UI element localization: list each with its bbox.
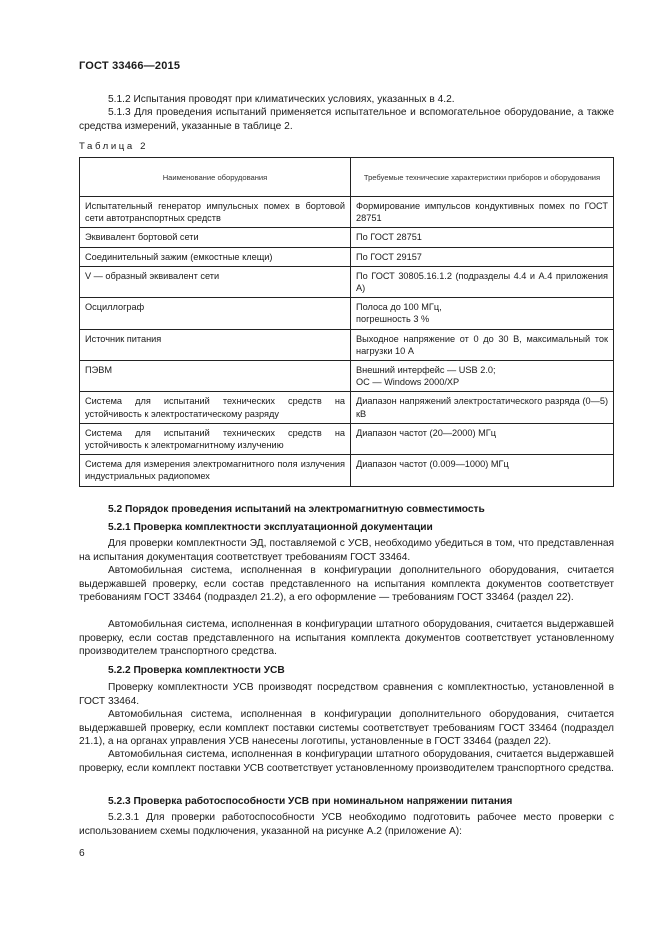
table-row <box>80 228 614 247</box>
paragraph-5-2-2-c: Автомобильная система, исполненная в конфигурации штатного оборудования, считается выдержавшей проверку, если комплект поставки УСВ соответствует установленному производителем транспортного средства. <box>79 749 614 774</box>
table-row <box>80 329 614 360</box>
cell-requirements: По ГОСТ 28751 <box>351 228 614 247</box>
cell-requirements: Внешний интерфейс — USB 2.0; ОС — Windows 2000/XP <box>351 361 614 392</box>
table-row <box>80 247 614 266</box>
section-5-2-title: 5.2 Порядок проведения испытаний на электромагнитную совместимость <box>108 504 485 515</box>
cell-requirements: Диапазон напряжений электростатического разряда (0—5) кВ <box>351 392 614 423</box>
paragraph-5-2-3-1: 5.2.3.1 Для проверки работоспособности УСВ необходимо подготовить рабочее место проверки с использованием схемы подключения, указанной на рисунке А.2 (приложение А): <box>79 812 614 837</box>
cell-equipment-name: Источник питания <box>80 329 351 360</box>
document-header: ГОСТ 33466—2015 <box>79 60 181 72</box>
section-5-2-1-title: 5.2.1 Проверка комплектности эксплуатационной документации <box>108 522 433 533</box>
table-row <box>80 197 614 228</box>
table-caption: Таблица 2 <box>79 141 149 152</box>
equipment-table <box>79 157 614 487</box>
paragraph-5-1-3: 5.1.3 Для проведения испытаний применяется испытательное и вспомогательное оборудование, а также средства измерений, указанные в таблице 2. <box>79 107 614 132</box>
table-row <box>80 392 614 423</box>
paragraph-5-1-2: 5.1.2 Испытания проводят при климатических условиях, указанных в 4.2. <box>108 94 455 105</box>
cell-equipment-name: Соединительный зажим (емкостные клещи) <box>80 247 351 266</box>
table-row <box>80 423 614 454</box>
paragraph-5-2-1-b: Автомобильная система, исполненная в конфигурации дополнительного оборудования, считается выдержавшей проверку, если состав представленного на испытания комплекта документов соответствует требованиям ГОСТ 33464 (подраздел 21.2), а его оформление — требованиям ГОСТ 33464 (раздел 22). <box>79 565 614 604</box>
cell-requirements: По ГОСТ 29157 <box>351 247 614 266</box>
cell-equipment-name: Система для измерения электромагнитного поля излучения индустриальных радиопомех <box>80 455 351 486</box>
cell-equipment-name: Эквивалент бортовой сети <box>80 228 351 247</box>
column-header-requirements: Требуемые технические характеристики приборов и оборудования <box>351 158 614 197</box>
cell-equipment-name: Испытательный генератор импульсных помех в бортовой сети автотранспортных средств <box>80 197 351 228</box>
cell-equipment-name: Система для испытаний технических средств на устойчивость к электромагнитному излучению <box>80 423 351 454</box>
section-5-2-3-title: 5.2.3 Проверка работоспособности УСВ при номинальном напряжении питания <box>108 796 513 807</box>
table-row <box>80 266 614 297</box>
cell-equipment-name: Осциллограф <box>80 298 351 329</box>
cell-equipment-name: Система для испытаний технических средств на устойчивость к электростатическому разряду <box>80 392 351 423</box>
section-5-2-2-title: 5.2.2 Проверка комплектности УСВ <box>108 665 285 676</box>
cell-requirements: Выходное напряжение от 0 до 30 В, максимальный ток нагрузки 10 А <box>351 329 614 360</box>
page-number: 6 <box>79 848 85 859</box>
table-header-row <box>80 158 614 197</box>
column-header-equipment: Наименование оборудования <box>80 158 351 197</box>
table-row <box>80 361 614 392</box>
paragraph-5-2-1-c: Автомобильная система, исполненная в конфигурации штатного оборудования, считается выдержавшей проверку, если состав представленного на испытания комплекта документов соответствует установленному производителем транспортного средства. <box>79 619 614 658</box>
cell-requirements: Диапазон частот (0.009—1000) МГц <box>351 455 614 486</box>
cell-requirements: Диапазон частот (20—2000) МГц <box>351 423 614 454</box>
paragraph-5-2-2-b: Автомобильная система, исполненная в конфигурации дополнительного оборудования, считается выдержавшей проверку, если комплект поставки системы соответствует требованиям ГОСТ 33464 (подраздел 21.1), а на органах управления УСВ нанесены логотипы, установленные в ГОСТ 33464 (раздел 22). <box>79 709 614 748</box>
cell-equipment-name: ПЭВМ <box>80 361 351 392</box>
cell-requirements: Формирование импульсов кондуктивных помех по ГОСТ 28751 <box>351 197 614 228</box>
paragraph-5-2-2-a: Проверку комплектности УСВ производят посредством сравнения с комплектностью, установленной в ГОСТ 33464. <box>79 682 614 707</box>
cell-requirements: Полоса до 100 МГц, погрешность 3 % <box>351 298 614 329</box>
table-row <box>80 455 614 486</box>
cell-requirements: По ГОСТ 30805.16.1.2 (подразделы 4.4 и А.4 приложения А) <box>351 266 614 297</box>
table-row <box>80 298 614 329</box>
cell-equipment-name: V — образный эквивалент сети <box>80 266 351 297</box>
paragraph-5-2-1-a: Для проверки комплектности ЭД, поставляемой с УСВ, необходимо убедиться в том, что представленная на испытания документация соответствует требованиям ГОСТ 33464. <box>79 538 614 563</box>
